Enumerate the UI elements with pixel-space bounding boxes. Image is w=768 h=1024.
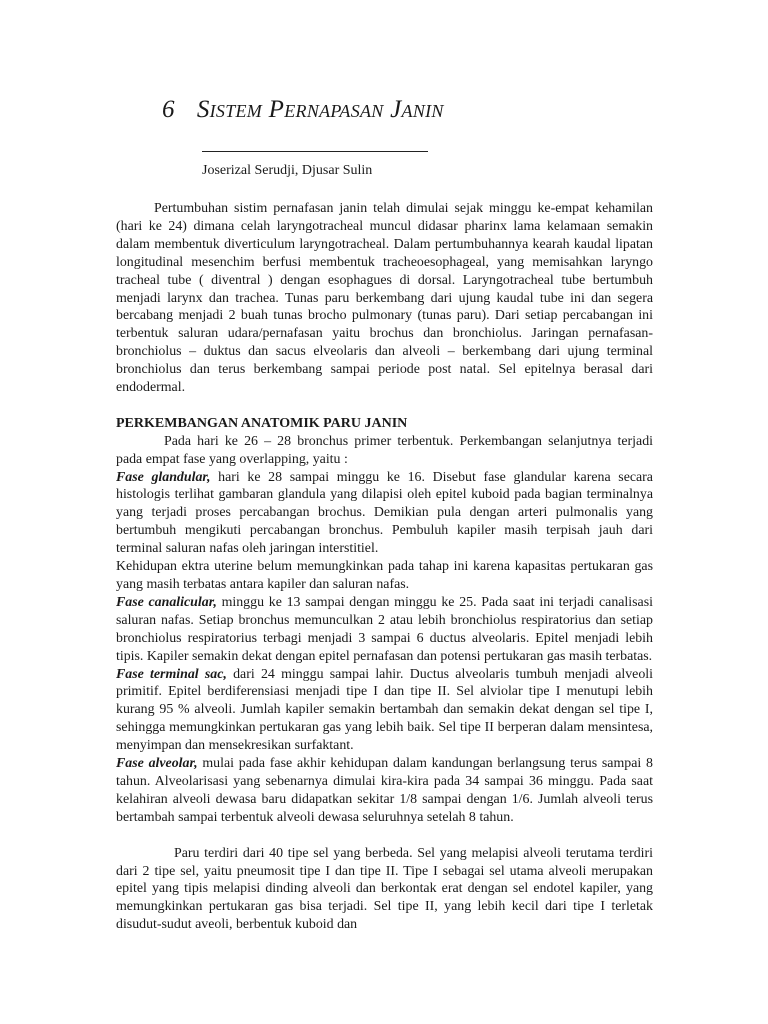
phase-glandular-paragraph xyxy=(116,469,653,559)
author-line: Joserizal Serudji, Djusar Sulin xyxy=(202,163,373,178)
glandular-note-paragraph: Kehidupan ektra uterine belum memungkinkan pada tahap ini karena kapasitas pertukaran gas yang masih terbatas antara kapiler dan saluran nafas. xyxy=(116,559,653,593)
phase-canalicular-paragraph xyxy=(116,594,653,666)
chapter-number: 6 xyxy=(162,96,175,123)
phase-description: mulai pada fase akhir kehidupan dalam kandungan berlangsung terus sampai 8 tahun. Alveolarisasi yang sebenarnya dimulai kira-kira pada 34 sampai 36 minggu. Pada saat kelahiran alveoli dewasa baru didapatkan sekitar 1/8 sampai dengan 1/6. Jumlah alveoli terus bertambah sampai terbentuk alveoli dewasa seluruhnya setelah 8 tahun. xyxy=(116,756,653,825)
paragraph-spacer xyxy=(116,827,653,845)
body-text xyxy=(116,200,653,934)
title-underline-rule xyxy=(202,151,428,152)
phase-terminal-sac-paragraph xyxy=(116,666,653,756)
section-heading: PERKEMBANGAN ANATOMIK PARU JANIN xyxy=(116,415,408,431)
phase-term: Fase canalicular, xyxy=(116,594,217,610)
chapter-title xyxy=(162,96,444,124)
phase-term: Fase terminal sac, xyxy=(116,666,227,682)
phase-term: Fase alveolar, xyxy=(116,756,198,772)
section-intro-paragraph: Pada hari ke 26 – 28 bronchus primer terbentuk. Perkembangan selanjutnya terjadi pada empat fase yang overlapping, yaitu : xyxy=(116,433,653,467)
phase-description: minggu ke 13 sampai dengan minggu ke 25. Pada saat ini terjadi canalisasi saluran nafas. Setiap bronchus memunculkan 2 atau lebih bronchiolus respiratorius dan setiap bronchiolus respiratorius terbagi menjadi 3 sampai 6 ductus alveolaris. Epitel menjadi lebih tipis. Kapiler semakin dekat dengan epitel pernafasan dan potensi pertukaran gas masih terbatas. xyxy=(116,594,653,664)
closing-paragraph: Paru terdiri dari 40 tipe sel yang berbeda. Sel yang melapisi alveoli terutama terdiri dari 2 tipe sel, yaitu pneumosit tipe I dan tipe II. Tipe I sebagai sel utama alveoli merupakan epitel yang tipis melapisi dinding alveoli dan berkontak erat dengan sel endotel kapiler, yang memungkinkan pertukaran gas bisa terjadi. Sel tipe II, yang lebih kecil dari tipe I terletak disudut-sudut aveoli, berbentuk kuboid dan xyxy=(116,845,653,933)
phase-alveolar-paragraph xyxy=(116,755,653,827)
chapter-title-text: Sistem Pernapasan Janin xyxy=(196,96,444,123)
phase-description: dari 24 minggu sampai lahir. Ductus alveolaris tumbuh menjadi alveoli primitif. Epitel berdiferensiasi menjadi tipe I dan tipe II. Sel alviolar tipe I menutupi lebih kurang 95 % alveoli. Jumlah kapiler semakin bertambah dan semakin dekat dengan sel tipe I, sehingga memungkinkan pertukaran gas yang lebih baik. Sel tipe II berperan dalam mensintesa, menyimpan dan mensekresikan surfaktant. xyxy=(116,666,653,754)
phase-description: hari ke 28 sampai minggu ke 16. Disebut fase glandular karena secara histologis terlihat gambaran glandula yang dilapisi oleh epitel kuboid pada bagian terminalnya yang terjadi proses percabangan brochus. Demikian pula dengan arteri pulmonalis yang bertumbuh mengikuti percabangan bronchus. Pembuluh kapiler masih terpisah jauh dari terminal saluran nafas oleh jaringan interstitiel. xyxy=(116,469,653,557)
phase-term: Fase glandular, xyxy=(116,469,211,485)
intro-paragraph: Pertumbuhan sistim pernafasan janin telah dimulai sejak minggu ke-empat kehamilan (hari ke 24) dimana celah laryngotracheal muncul didasar pharinx lama kelamaan semakin dalam membentuk diverticulum laryngotracheal. Dalam pertumbuhannya kearah kaudal lipatan longitudinal mesenchim berfusi membentuk tracheoesophageal, yang memisahkan laryngo tracheal tube ( diventral ) dengan esophagues di dorsal. Laryngotracheal tube bertumbuh menjadi larynx dan trachea. Tunas paru berkembang dari ujung kaudal tube ini dan segera bercabang menjadi 2 buah tunas brocho pulmonary (tunas paru). Dari setiap percabangan ini terbentuk saluran udara/pernafasan yaitu brochus dan bronchiolus. Jaringan pernafasan-bronchiolus – duktus dan sacus elveolaris dan alveoli – berkembang dari ujung terminal bronchiolus dan terus berkembang sampai periode post natal. Sel epitelnya berasal dari endodermal. xyxy=(116,201,653,396)
paragraph-spacer xyxy=(116,397,653,415)
